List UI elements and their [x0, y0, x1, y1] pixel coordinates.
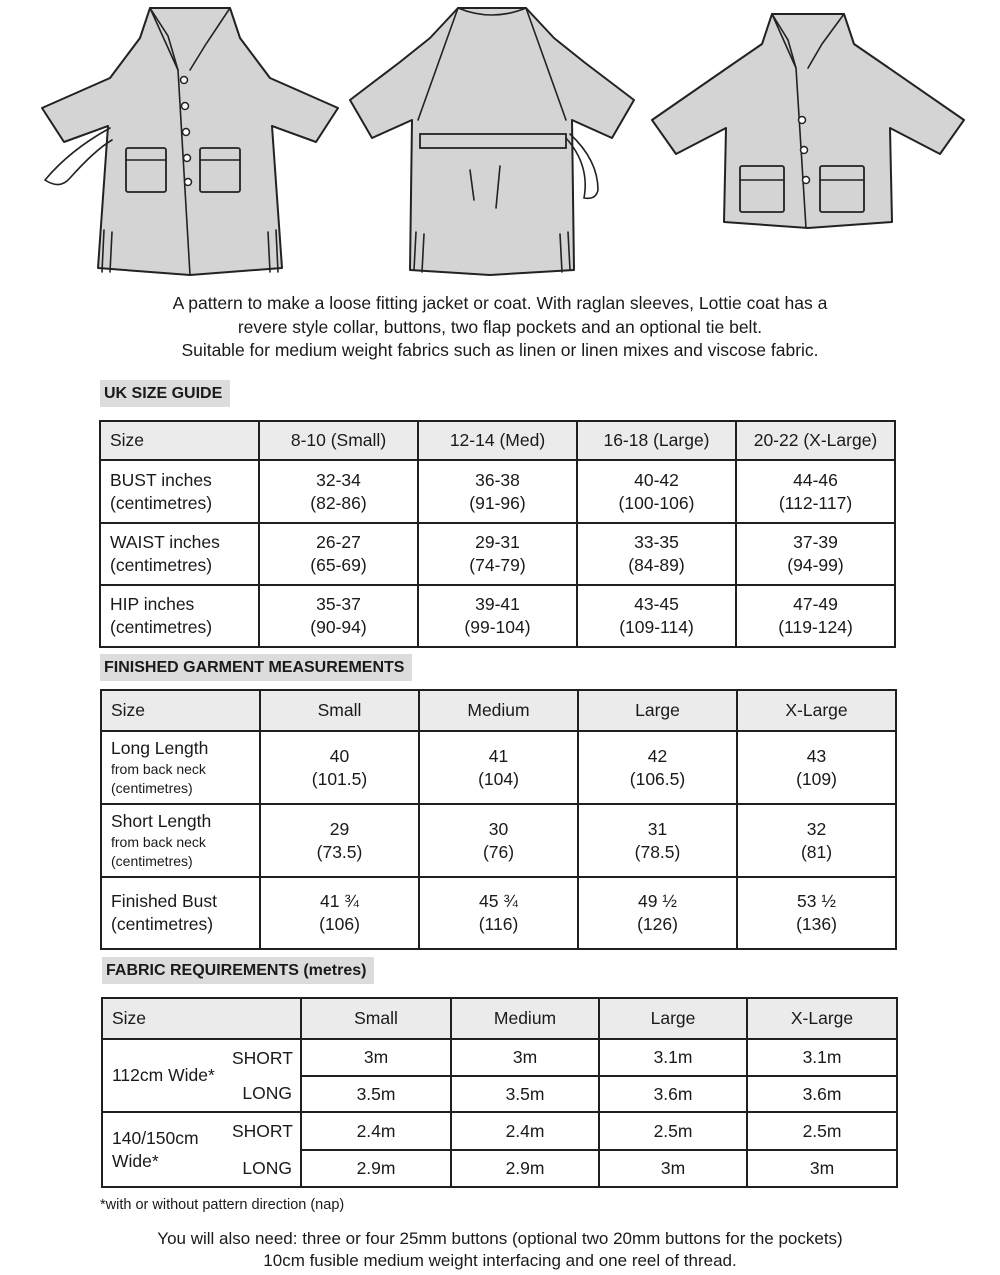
header-cell: Small [260, 690, 419, 731]
row-label [101, 877, 260, 949]
table-cell: 2.4m [451, 1112, 599, 1150]
cell-value: 29 [329, 818, 350, 839]
fabric-requirements-table [101, 997, 898, 1188]
row-label-line: (centimetres) [110, 555, 213, 575]
table-cell [577, 585, 736, 647]
header-cell: 20-22 (X-Large) [736, 421, 895, 460]
table-cell [577, 523, 736, 585]
table-cell [578, 731, 737, 804]
row-label [100, 460, 259, 523]
outro-text [40, 1228, 960, 1272]
table-cell: 2.5m [747, 1112, 897, 1150]
table-cell [259, 523, 418, 585]
table-row [100, 585, 895, 647]
footnote: *with or without pattern direction (nap) [100, 1197, 345, 1213]
fabric-requirements-title: FABRIC REQUIREMENTS (metres) [102, 957, 374, 984]
cell-value: 45 ¾ [479, 891, 518, 911]
cell-value: 32 [806, 818, 827, 839]
cell-value: (101.5) [311, 768, 368, 789]
cell-value: (116) [478, 914, 519, 934]
header-cell: Small [301, 998, 451, 1039]
row-label-line: WAIST inches [110, 532, 220, 552]
cell-value: 42 [647, 745, 668, 766]
fabric-width-line: Wide* [112, 1150, 159, 1171]
row-label-line: HIP inches [110, 594, 195, 614]
row-label-sub: from back neck [111, 834, 206, 850]
table-cell [419, 731, 578, 804]
table-row [101, 804, 896, 877]
table-cell [260, 731, 419, 804]
cell-value: 41 ¾ [320, 891, 359, 911]
fabric-width-label: 112cm Wide* [102, 1039, 232, 1112]
row-label-line: (centimetres) [111, 914, 214, 934]
row-label-line: Finished Bust [111, 891, 218, 911]
table-cell [418, 585, 577, 647]
cell-value: (106) [319, 914, 360, 934]
header-cell: X-Large [747, 998, 897, 1039]
cell-value: 44-46 [793, 469, 838, 490]
outro-line-1: You will also need: three or four 25mm buttons (optional two 20mm buttons for the pockets) [157, 1229, 843, 1248]
table-row [102, 1039, 897, 1076]
intro-line-3: Suitable for medium weight fabrics such as linen or linen mixes and viscose fabric. [181, 340, 819, 360]
cell-value: 31 [647, 818, 668, 839]
garment-illustrations [0, 0, 1000, 285]
cell-value: 37-39 [793, 532, 838, 552]
table-row [101, 731, 896, 804]
table-cell: 2.4m [301, 1112, 451, 1150]
header-cell: Size [101, 690, 260, 731]
header-cell: 16-18 (Large) [577, 421, 736, 460]
length-label: SHORT [232, 1112, 301, 1150]
cell-value: (119-124) [778, 617, 853, 637]
table-cell: 3.5m [301, 1076, 451, 1112]
table-row [101, 877, 896, 949]
table-cell [736, 460, 895, 523]
length-label: LONG [232, 1150, 301, 1187]
cell-value: (99-104) [464, 617, 531, 637]
header-cell: 8-10 (Small) [259, 421, 418, 460]
table-cell: 3m [747, 1150, 897, 1187]
cell-value: 47-49 [793, 594, 838, 614]
table-cell [259, 585, 418, 647]
row-label-line: (centimetres) [110, 617, 213, 637]
cell-value: (100-106) [618, 492, 695, 513]
table-cell [260, 804, 419, 877]
intro-line-2: revere style collar, buttons, two flap pockets and an optional tie belt. [237, 316, 763, 337]
table-header-row [102, 998, 897, 1039]
row-label-sub: (centimetres) [111, 780, 193, 796]
cell-value: 43 [806, 745, 827, 766]
cell-value: 41 [488, 745, 509, 766]
cell-value: (109-114) [619, 617, 694, 637]
cell-value: (126) [637, 914, 678, 934]
header-cell: Large [599, 998, 747, 1039]
row-label [101, 804, 260, 877]
cell-value: 33-35 [634, 532, 679, 552]
cell-value: 43-45 [634, 594, 679, 614]
cell-value: 40 [329, 745, 350, 766]
coat-front-illustration [42, 8, 338, 275]
table-cell [737, 877, 896, 949]
table-cell [259, 460, 418, 523]
table-cell: 3m [599, 1150, 747, 1187]
table-row [102, 1112, 897, 1150]
fabric-width-label [102, 1112, 232, 1187]
header-cell: 12-14 (Med) [418, 421, 577, 460]
cell-value: (109) [796, 768, 837, 789]
cell-value: (81) [800, 841, 833, 862]
table-cell [418, 523, 577, 585]
table-row [100, 460, 895, 523]
table-cell: 3.6m [747, 1076, 897, 1112]
uk-size-guide-title: UK SIZE GUIDE [100, 380, 230, 407]
row-label-line: (centimetres) [110, 492, 213, 513]
table-cell: 3.5m [451, 1076, 599, 1112]
intro-line-1: A pattern to make a loose fitting jacket or coat. With raglan sleeves, Lottie coat has a [172, 293, 828, 313]
outro-line-2: 10cm fusible medium weight interfacing and one reel of thread. [263, 1251, 737, 1270]
cell-value: 39-41 [475, 594, 520, 614]
row-label [101, 731, 260, 804]
table-cell: 2.9m [301, 1150, 451, 1187]
intro-text [40, 292, 960, 363]
length-label: LONG [232, 1076, 301, 1112]
table-cell [578, 877, 737, 949]
table-cell [736, 585, 895, 647]
table-header-row [101, 690, 896, 731]
table-cell [736, 523, 895, 585]
cell-value: (90-94) [310, 617, 367, 637]
cell-value: 49 ½ [638, 891, 677, 911]
cell-value: 40-42 [634, 469, 679, 490]
header-cell: X-Large [737, 690, 896, 731]
row-label-sub: (centimetres) [111, 853, 193, 869]
table-cell: 3m [301, 1039, 451, 1076]
row-label-line: Short Length [111, 811, 212, 831]
length-label: SHORT [232, 1039, 301, 1076]
table-cell [419, 877, 578, 949]
row-label-line: BUST inches [110, 469, 212, 490]
table-header-row [100, 421, 895, 460]
cell-value: 36-38 [475, 469, 520, 490]
cell-value: 53 ½ [797, 891, 836, 911]
cell-value: (136) [796, 914, 837, 934]
uk-size-guide-table [99, 420, 896, 648]
table-row [100, 523, 895, 585]
cell-value: (84-89) [628, 555, 685, 575]
row-label [100, 523, 259, 585]
cell-value: 32-34 [316, 469, 361, 490]
cell-value: (65-69) [310, 555, 367, 575]
cell-value: (106.5) [629, 768, 686, 789]
table-cell [418, 460, 577, 523]
row-label-line: Long Length [111, 738, 209, 758]
finished-measurements-title: FINISHED GARMENT MEASUREMENTS [100, 654, 412, 681]
coat-back-illustration [350, 8, 634, 275]
header-cell: Medium [451, 998, 599, 1039]
row-label [100, 585, 259, 647]
table-cell: 3.6m [599, 1076, 747, 1112]
cell-value: 30 [488, 818, 509, 839]
cell-value: (94-99) [787, 555, 844, 575]
cell-value: 26-27 [316, 532, 361, 552]
finished-measurements-table [100, 689, 897, 950]
table-cell: 3.1m [599, 1039, 747, 1076]
header-cell: Size [100, 421, 259, 460]
row-label-sub: from back neck [111, 761, 206, 777]
table-cell [419, 804, 578, 877]
fabric-width-line: 140/150cm [112, 1127, 199, 1148]
table-cell [577, 460, 736, 523]
table-cell [260, 877, 419, 949]
table-cell: 3.1m [747, 1039, 897, 1076]
table-cell: 2.5m [599, 1112, 747, 1150]
cell-value: (76) [482, 841, 515, 862]
cell-value: (74-79) [469, 555, 526, 575]
table-cell: 2.9m [451, 1150, 599, 1187]
table-cell [578, 804, 737, 877]
cell-value: (82-86) [310, 492, 367, 513]
header-cell: Medium [419, 690, 578, 731]
cell-value: (112-117) [778, 492, 853, 513]
header-cell: Size [102, 998, 301, 1039]
header-cell: Large [578, 690, 737, 731]
table-cell: 3m [451, 1039, 599, 1076]
cell-value: (73.5) [316, 841, 363, 862]
cell-value: (78.5) [634, 841, 681, 862]
jacket-front-illustration [652, 14, 964, 228]
table-cell [737, 731, 896, 804]
cell-value: (91-96) [469, 492, 526, 513]
table-cell [737, 804, 896, 877]
cell-value: (104) [478, 768, 519, 789]
cell-value: 35-37 [316, 594, 361, 614]
cell-value: 29-31 [475, 532, 520, 552]
